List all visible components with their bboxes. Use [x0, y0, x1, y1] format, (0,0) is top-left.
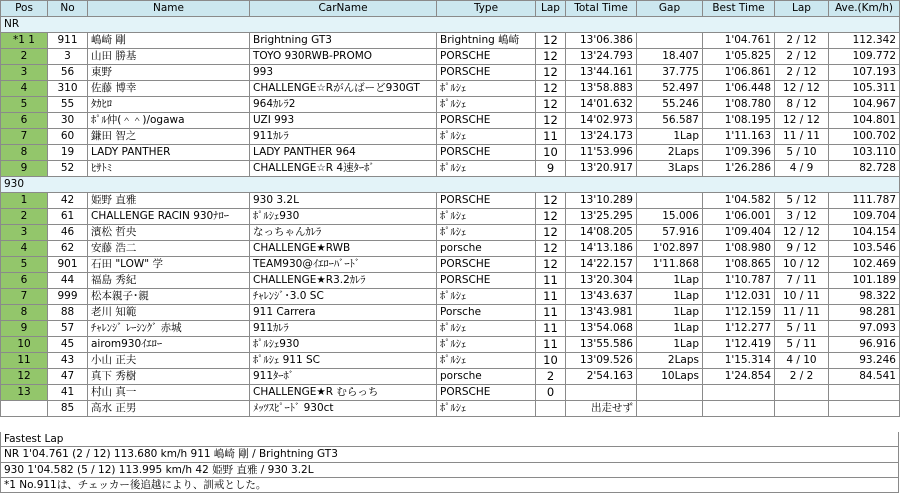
cell-average: 93.246	[829, 353, 900, 369]
cell-best-time: 1'08.780	[703, 97, 775, 113]
cell-carname: 930 3.2L	[250, 193, 437, 209]
cell-no: 52	[48, 161, 88, 177]
cell-gap	[637, 385, 703, 401]
table-row	[1, 209, 900, 225]
cell-average: 98.322	[829, 289, 900, 305]
cell-name: 真下 秀樹	[88, 369, 250, 385]
table-row	[1, 225, 900, 241]
cell-no: 60	[48, 129, 88, 145]
cell-best-time: 1'08.865	[703, 257, 775, 273]
cell-no: 46	[48, 225, 88, 241]
cell-average: 104.154	[829, 225, 900, 241]
header-total-time: Total Time	[566, 1, 637, 17]
cell-gap: 2Laps	[637, 145, 703, 161]
cell-pos: 6	[1, 113, 48, 129]
cell-pos: 6	[1, 273, 48, 289]
class-label: 930	[1, 177, 900, 193]
cell-no: 85	[48, 401, 88, 417]
cell-pos: 4	[1, 81, 48, 97]
cell-best-lap: 12 / 12	[775, 113, 829, 129]
table-row	[1, 273, 900, 289]
table-row	[1, 401, 900, 417]
cell-total-time: 13'20.917	[566, 161, 637, 177]
cell-lap: 0	[536, 385, 566, 401]
cell-carname: LADY PANTHER 964	[250, 145, 437, 161]
cell-carname: なっちゃんｶﾚﾗ	[250, 225, 437, 241]
header-name: Name	[88, 1, 250, 17]
cell-average: 112.342	[829, 33, 900, 49]
table-row	[1, 129, 900, 145]
cell-best-time: 1'09.404	[703, 225, 775, 241]
cell-no: 911	[48, 33, 88, 49]
cell-gap: 52.497	[637, 81, 703, 97]
cell-name: 松本親子･親	[88, 289, 250, 305]
cell-name: 石田 "LOW" 学	[88, 257, 250, 273]
cell-best-lap: 5 / 10	[775, 145, 829, 161]
cell-total-time: 出走せず	[566, 401, 637, 417]
cell-pos: 8	[1, 305, 48, 321]
cell-gap: 1Lap	[637, 273, 703, 289]
cell-type: Porsche	[437, 305, 536, 321]
cell-best-time: 1'08.980	[703, 241, 775, 257]
cell-lap: 11	[536, 273, 566, 289]
cell-gap: 18.407	[637, 49, 703, 65]
cell-lap: 11	[536, 321, 566, 337]
cell-no: 61	[48, 209, 88, 225]
cell-pos: 13	[1, 385, 48, 401]
cell-lap	[536, 401, 566, 417]
cell-pos	[1, 401, 48, 417]
cell-carname: ﾒｯﾂｽﾋﾟｰﾄﾞ 930ct	[250, 401, 437, 417]
table-row	[1, 97, 900, 113]
cell-name: ﾋｻﾄﾐ	[88, 161, 250, 177]
table-row	[1, 369, 900, 385]
cell-best-time: 1'06.861	[703, 65, 775, 81]
cell-name: 老川 知範	[88, 305, 250, 321]
cell-best-lap: 2 / 12	[775, 49, 829, 65]
cell-pos: 2	[1, 209, 48, 225]
cell-name: airom930ｲｴﾛｰ	[88, 337, 250, 353]
cell-no: 41	[48, 385, 88, 401]
cell-best-time: 1'06.001	[703, 209, 775, 225]
cell-best-time: 1'12.419	[703, 337, 775, 353]
cell-best-lap: 8 / 12	[775, 97, 829, 113]
cell-best-lap: 4 / 9	[775, 161, 829, 177]
cell-type: ﾎﾟﾙｼｪ	[437, 401, 536, 417]
cell-no: 55	[48, 97, 88, 113]
cell-best-lap: 11 / 11	[775, 305, 829, 321]
cell-lap: 12	[536, 81, 566, 97]
cell-best-time: 1'08.195	[703, 113, 775, 129]
cell-total-time: 14'08.205	[566, 225, 637, 241]
cell-gap: 1Lap	[637, 305, 703, 321]
cell-best-time: 1'05.825	[703, 49, 775, 65]
cell-best-lap: 2 / 2	[775, 369, 829, 385]
cell-name: LADY PANTHER	[88, 145, 250, 161]
cell-lap: 12	[536, 49, 566, 65]
cell-lap: 12	[536, 193, 566, 209]
cell-carname: CHALLENGE★R3.2ｶﾚﾗ	[250, 273, 437, 289]
cell-type: porsche	[437, 241, 536, 257]
cell-type: ﾎﾟﾙｼｪ	[437, 289, 536, 305]
cell-type: PORSCHE	[437, 113, 536, 129]
cell-pos: 11	[1, 353, 48, 369]
cell-gap: 37.775	[637, 65, 703, 81]
cell-average: 98.281	[829, 305, 900, 321]
cell-best-time	[703, 401, 775, 417]
cell-best-time: 1'24.854	[703, 369, 775, 385]
header-best-lap: Lap	[775, 1, 829, 17]
fastest-lap-930: 930 1'04.582 (5 / 12) 113.995 km/h 42 姫野 直雅 / 930 3.2L	[0, 463, 899, 478]
cell-name: 小山 正夫	[88, 353, 250, 369]
table-row	[1, 257, 900, 273]
cell-no: 47	[48, 369, 88, 385]
cell-average: 107.193	[829, 65, 900, 81]
cell-average: 109.704	[829, 209, 900, 225]
cell-name: 山田 勝基	[88, 49, 250, 65]
cell-total-time: 14'22.157	[566, 257, 637, 273]
cell-name: 鎌田 智之	[88, 129, 250, 145]
table-row	[1, 49, 900, 65]
cell-average: 82.728	[829, 161, 900, 177]
cell-carname: TEAM930@ｲｴﾛｰﾊﾞｰﾄﾞ	[250, 257, 437, 273]
header-pos: Pos	[1, 1, 48, 17]
cell-name: 福島 秀紀	[88, 273, 250, 289]
cell-lap: 11	[536, 337, 566, 353]
cell-name: CHALLENGE RACIN 930ﾅﾛｰ	[88, 209, 250, 225]
penalty-note: *1 No.911は、チェッカー後追越により、訓戒とした。	[0, 478, 899, 493]
class-header	[1, 177, 900, 193]
cell-lap: 11	[536, 289, 566, 305]
cell-total-time: 13'20.304	[566, 273, 637, 289]
cell-best-lap: 7 / 11	[775, 273, 829, 289]
cell-best-lap: 12 / 12	[775, 81, 829, 97]
cell-best-time: 1'26.286	[703, 161, 775, 177]
cell-carname: 964ｶﾚﾗ2	[250, 97, 437, 113]
table-row	[1, 161, 900, 177]
cell-no: 56	[48, 65, 88, 81]
cell-pos: 7	[1, 289, 48, 305]
table-row	[1, 305, 900, 321]
class-label: NR	[1, 17, 900, 33]
cell-pos: 3	[1, 225, 48, 241]
cell-carname: CHALLENGE★RWB	[250, 241, 437, 257]
cell-total-time: 13'06.386	[566, 33, 637, 49]
cell-carname: CHALLENGE☆R 4速ﾀｰﾎﾞ	[250, 161, 437, 177]
cell-carname: 911ｶﾚﾗ	[250, 129, 437, 145]
cell-type: porsche	[437, 369, 536, 385]
cell-average: 101.189	[829, 273, 900, 289]
cell-type: PORSCHE	[437, 65, 536, 81]
cell-best-lap: 3 / 12	[775, 209, 829, 225]
cell-type: ﾎﾟﾙｼｪ	[437, 353, 536, 369]
cell-no: 42	[48, 193, 88, 209]
cell-type: PORSCHE	[437, 385, 536, 401]
cell-type: PORSCHE	[437, 49, 536, 65]
cell-lap: 10	[536, 353, 566, 369]
cell-total-time: 13'24.173	[566, 129, 637, 145]
cell-gap: 10Laps	[637, 369, 703, 385]
table-row	[1, 193, 900, 209]
class-header	[1, 17, 900, 33]
cell-best-time	[703, 385, 775, 401]
table-row	[1, 321, 900, 337]
cell-best-lap: 4 / 10	[775, 353, 829, 369]
cell-no: 999	[48, 289, 88, 305]
table-row	[1, 113, 900, 129]
cell-total-time: 13'25.295	[566, 209, 637, 225]
cell-type: ﾎﾟﾙｼｪ	[437, 97, 536, 113]
cell-name: 東野	[88, 65, 250, 81]
header-average: Ave.(Km/h)	[829, 1, 900, 17]
cell-average: 84.541	[829, 369, 900, 385]
cell-type: ﾎﾟﾙｼｪ	[437, 337, 536, 353]
cell-lap: 12	[536, 241, 566, 257]
cell-gap: 3Laps	[637, 161, 703, 177]
cell-best-lap: 11 / 11	[775, 129, 829, 145]
cell-no: 44	[48, 273, 88, 289]
cell-average: 103.110	[829, 145, 900, 161]
cell-average: 96.916	[829, 337, 900, 353]
cell-best-time: 1'12.031	[703, 289, 775, 305]
cell-name: 濱松 哲央	[88, 225, 250, 241]
cell-carname: UZI 993	[250, 113, 437, 129]
header-type: Type	[437, 1, 536, 17]
cell-lap: 10	[536, 145, 566, 161]
cell-total-time: 13'43.981	[566, 305, 637, 321]
cell-carname: CHALLENGE★R むらっち	[250, 385, 437, 401]
cell-carname: ﾎﾟﾙｼｪ 911 SC	[250, 353, 437, 369]
table-row	[1, 65, 900, 81]
cell-best-time: 1'04.582	[703, 193, 775, 209]
cell-total-time: 2'54.163	[566, 369, 637, 385]
cell-best-lap: 5 / 11	[775, 337, 829, 353]
cell-carname: 993	[250, 65, 437, 81]
cell-pos: 1	[1, 193, 48, 209]
cell-lap: 12	[536, 33, 566, 49]
cell-no: 19	[48, 145, 88, 161]
cell-total-time	[566, 385, 637, 401]
cell-lap: 2	[536, 369, 566, 385]
cell-no: 901	[48, 257, 88, 273]
cell-pos: 9	[1, 161, 48, 177]
cell-average: 97.093	[829, 321, 900, 337]
cell-best-lap: 9 / 12	[775, 241, 829, 257]
cell-type: ﾎﾟﾙｼｪ	[437, 321, 536, 337]
table-row	[1, 145, 900, 161]
cell-gap: 1Lap	[637, 321, 703, 337]
cell-average: 105.311	[829, 81, 900, 97]
cell-best-time: 1'15.314	[703, 353, 775, 369]
cell-name: 村山 真一	[88, 385, 250, 401]
cell-average: 104.967	[829, 97, 900, 113]
cell-name: ﾀｶﾋﾛ	[88, 97, 250, 113]
cell-carname: TOYO 930RWB-PROMO	[250, 49, 437, 65]
table-row	[1, 385, 900, 401]
cell-pos: 7	[1, 129, 48, 145]
cell-average	[829, 401, 900, 417]
cell-lap: 12	[536, 97, 566, 113]
cell-best-lap: 10 / 12	[775, 257, 829, 273]
cell-pos: 9	[1, 321, 48, 337]
cell-best-lap	[775, 385, 829, 401]
cell-total-time: 13'10.289	[566, 193, 637, 209]
header-best-time: Best Time	[703, 1, 775, 17]
cell-gap: 2Laps	[637, 353, 703, 369]
cell-gap: 1Lap	[637, 129, 703, 145]
cell-best-lap	[775, 401, 829, 417]
cell-gap: 1'11.868	[637, 257, 703, 273]
cell-best-lap: 10 / 11	[775, 289, 829, 305]
cell-pos: 10	[1, 337, 48, 353]
cell-total-time: 13'44.161	[566, 65, 637, 81]
cell-no: 310	[48, 81, 88, 97]
table-header	[1, 1, 900, 17]
cell-lap: 9	[536, 161, 566, 177]
cell-type: PORSCHE	[437, 257, 536, 273]
cell-best-lap: 5 / 12	[775, 193, 829, 209]
cell-type: PORSCHE	[437, 145, 536, 161]
cell-best-time: 1'12.277	[703, 321, 775, 337]
cell-total-time: 13'09.526	[566, 353, 637, 369]
cell-total-time: 13'43.637	[566, 289, 637, 305]
cell-best-time: 1'11.163	[703, 129, 775, 145]
cell-gap: 1Lap	[637, 289, 703, 305]
cell-best-time: 1'12.159	[703, 305, 775, 321]
cell-type: PORSCHE	[437, 273, 536, 289]
table-body	[1, 17, 900, 417]
fastest-lap-title: Fastest Lap	[0, 432, 899, 447]
cell-average: 104.801	[829, 113, 900, 129]
cell-carname: 911ﾀｰﾎﾞ	[250, 369, 437, 385]
cell-best-lap: 2 / 12	[775, 65, 829, 81]
fastest-lap-nr: NR 1'04.761 (2 / 12) 113.680 km/h 911 嶋崎 剛 / Brightning GT3	[0, 447, 899, 462]
table-row	[1, 337, 900, 353]
cell-no: 57	[48, 321, 88, 337]
cell-name: 嶋崎 剛	[88, 33, 250, 49]
table-row	[1, 353, 900, 369]
cell-gap	[637, 401, 703, 417]
cell-name: ﾁｬﾚﾝｼﾞ ﾚｰｼﾝｸﾞ 赤城	[88, 321, 250, 337]
cell-best-lap: 12 / 12	[775, 225, 829, 241]
cell-gap: 57.916	[637, 225, 703, 241]
table-row	[1, 33, 900, 49]
cell-gap	[637, 33, 703, 49]
cell-gap	[637, 193, 703, 209]
cell-type: ﾎﾟﾙｼｪ	[437, 161, 536, 177]
cell-no: 30	[48, 113, 88, 129]
cell-pos: 5	[1, 257, 48, 273]
cell-type: ﾎﾟﾙｼｪ	[437, 81, 536, 97]
cell-pos: 3	[1, 65, 48, 81]
cell-pos: 2	[1, 49, 48, 65]
cell-lap: 12	[536, 209, 566, 225]
cell-carname: CHALLENGE☆Rがんばーど930GT	[250, 81, 437, 97]
cell-gap: 1Lap	[637, 337, 703, 353]
cell-name: 佐藤 博幸	[88, 81, 250, 97]
notes-section	[0, 432, 899, 493]
cell-carname: Brightning GT3	[250, 33, 437, 49]
cell-total-time: 13'54.068	[566, 321, 637, 337]
cell-best-lap: 5 / 11	[775, 321, 829, 337]
cell-type: ﾎﾟﾙｼｪ	[437, 129, 536, 145]
cell-total-time: 11'53.996	[566, 145, 637, 161]
cell-type: Brightning 嶋崎	[437, 33, 536, 49]
cell-lap: 12	[536, 65, 566, 81]
cell-lap: 12	[536, 113, 566, 129]
cell-type: PORSCHE	[437, 193, 536, 209]
cell-average	[829, 385, 900, 401]
cell-best-time: 1'06.448	[703, 81, 775, 97]
header-gap: Gap	[637, 1, 703, 17]
cell-total-time: 13'58.883	[566, 81, 637, 97]
cell-average: 102.469	[829, 257, 900, 273]
table-row	[1, 81, 900, 97]
cell-lap: 12	[536, 225, 566, 241]
cell-no: 45	[48, 337, 88, 353]
cell-no: 88	[48, 305, 88, 321]
cell-gap: 1'02.897	[637, 241, 703, 257]
header-carname: CarName	[250, 1, 437, 17]
cell-best-lap: 2 / 12	[775, 33, 829, 49]
cell-name: 安藤 浩二	[88, 241, 250, 257]
cell-total-time: 14'02.973	[566, 113, 637, 129]
cell-total-time: 14'01.632	[566, 97, 637, 113]
cell-no: 3	[48, 49, 88, 65]
cell-carname: ﾁｬﾚﾝｼﾞ･3.0 SC	[250, 289, 437, 305]
cell-lap: 11	[536, 129, 566, 145]
cell-no: 43	[48, 353, 88, 369]
cell-average: 100.702	[829, 129, 900, 145]
cell-name: ﾎﾟﾙ仲(＾＾)/ogawa	[88, 113, 250, 129]
cell-pos: 12	[1, 369, 48, 385]
cell-type: ﾎﾟﾙｼｪ	[437, 209, 536, 225]
cell-average: 111.787	[829, 193, 900, 209]
cell-carname: 911ｶﾚﾗ	[250, 321, 437, 337]
cell-total-time: 14'13.186	[566, 241, 637, 257]
table-row	[1, 289, 900, 305]
cell-lap: 12	[536, 257, 566, 273]
cell-average: 103.546	[829, 241, 900, 257]
cell-pos: 8	[1, 145, 48, 161]
cell-gap: 55.246	[637, 97, 703, 113]
table-row	[1, 241, 900, 257]
cell-gap: 56.587	[637, 113, 703, 129]
cell-name: 姫野 直雅	[88, 193, 250, 209]
cell-pos: 4	[1, 241, 48, 257]
cell-carname: ﾎﾟﾙｼｪ930	[250, 209, 437, 225]
cell-no: 62	[48, 241, 88, 257]
header-lap: Lap	[536, 1, 566, 17]
cell-pos: 5	[1, 97, 48, 113]
cell-best-time: 1'04.761	[703, 33, 775, 49]
cell-carname: 911 Carrera	[250, 305, 437, 321]
cell-lap: 11	[536, 305, 566, 321]
cell-average: 109.772	[829, 49, 900, 65]
cell-total-time: 13'55.586	[566, 337, 637, 353]
cell-pos: *1 1	[1, 33, 48, 49]
cell-carname: ﾎﾟﾙｼｪ930	[250, 337, 437, 353]
cell-name: 高水 正男	[88, 401, 250, 417]
cell-total-time: 13'24.793	[566, 49, 637, 65]
cell-gap: 15.006	[637, 209, 703, 225]
cell-type: ﾎﾟﾙｼｪ	[437, 225, 536, 241]
cell-best-time: 1'09.396	[703, 145, 775, 161]
header-no: No	[48, 1, 88, 17]
cell-best-time: 1'10.787	[703, 273, 775, 289]
